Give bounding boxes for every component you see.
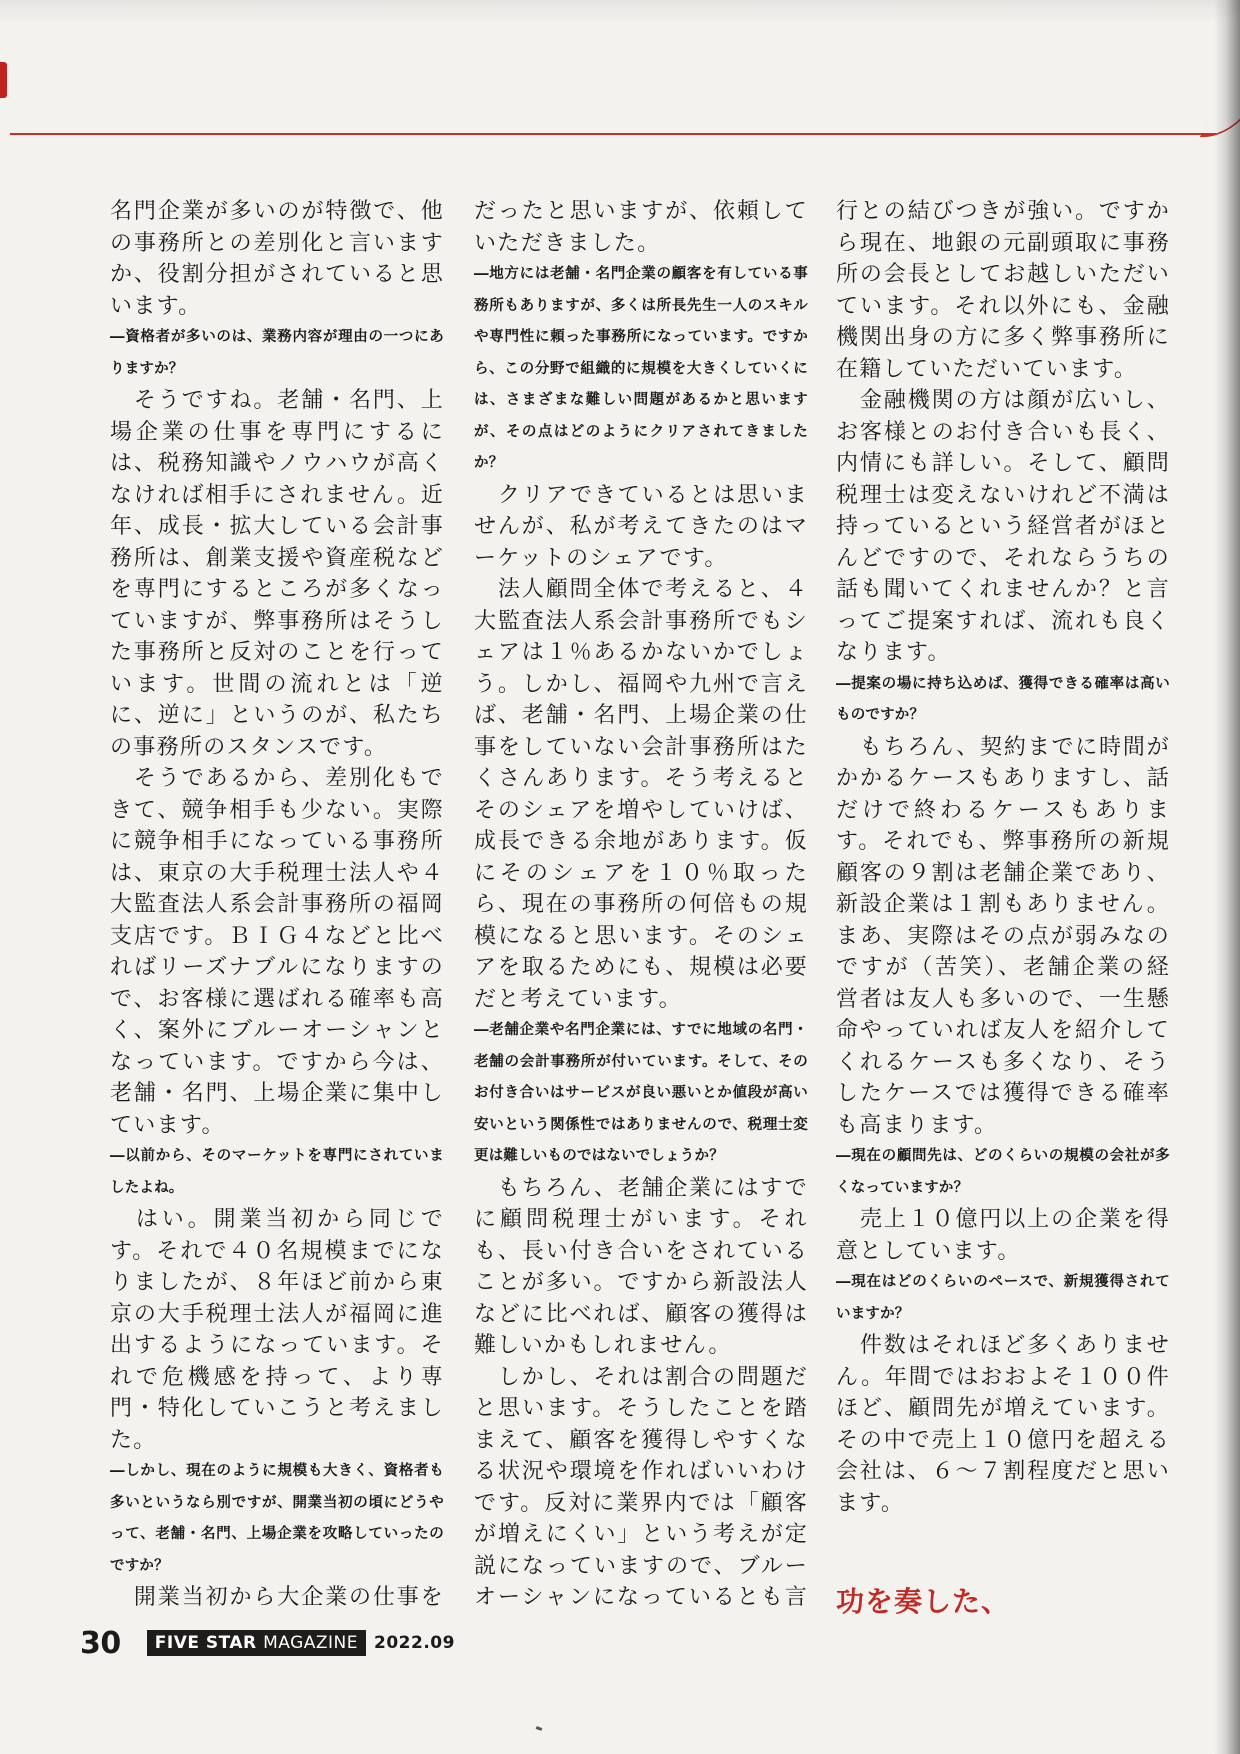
- interview-question: ―現在の顧問先は、どのくらいの規模の会社が多くなっていますか？: [836, 1148, 1170, 1196]
- section-heading: [836, 1583, 1170, 1616]
- interview-question: ―しかし、現在のように規模も大きく、資格者も多いというなら別ですが、開業当初の頃にどうやって、老舗・名門、上場企業を攻略していったのですか？: [110, 1463, 444, 1574]
- interview-question: ―提案の場に持ち込めば、獲得できる確率は高いものですか？: [836, 675, 1170, 723]
- body-paragraph: はい。開業当初から同じです。それで４０名規模までになりましたが、８年ほど前から東京の大手税理士法人が福岡に進出するようになっています。それで危機感を持って、より専門・特化していこうと考えました。: [110, 1207, 444, 1453]
- interview-question: ―資格者が多いのは、業務内容が理由の一つにありますか？: [110, 329, 444, 377]
- page-footer: [80, 1623, 455, 1663]
- body-paragraph: 法人顧問全体で考えると、４大監査法人系会計事務所でもシェアは１％あるかないかでしょう。しかし、福岡や九州で言えば、老舗・名門、上場企業の仕事をしていない会計事務所はたくさんあります。そう考えるとそのシェアを増やしていけば、成長できる余地があります。仮にそのシェアを１０％取ったら、現在の事務所の何倍もの規模になると思います。そのシェアを取るためにも、規模は必要だと考えています。: [474, 577, 808, 1012]
- body-paragraph: もちろん、老舗企業にはすでに顧問税理士がいます。それも、長い付き合いをされていることが多い。ですから新設法人などに比べれば、顧客の獲得は難しいかもしれません。: [474, 1175, 808, 1358]
- red-edge-tab: [0, 62, 7, 98]
- body-paragraph: しかし、それは割合の問題だと思います。そうしたことを踏まえて、顧客を獲得しやすくなる状況や環境を作ればいいわけです。反対に業界内では「顧客が増えにくい」という考えが定説になっていますので、ブルーオーシャンになっているとも言: [474, 1364, 808, 1610]
- interview-question: ―現在はどのくらいのペースで、新規獲得されていますか？: [836, 1274, 1170, 1322]
- text-column-2: [474, 196, 808, 1616]
- body-paragraph: 行との結びつきが強い。ですから現在、地銀の元副頭取に事務所の会長としてお越しいただいています。それ以外にも、金融機関出身の方に多く弊事務所に在籍していただいています。: [836, 199, 1170, 382]
- magazine-name-light: MAGAZINE: [263, 1633, 358, 1653]
- magazine-name-bold: FIVE STAR: [154, 1633, 257, 1653]
- header-rule: [10, 133, 1216, 135]
- interview-question: ―老舗企業や名門企業には、すでに地域の名門・老舗の会計事務所が付いています。そして、そのお付き合いはサービスが良い悪いとか値段が高い安いという関係性ではありませんので、税理士変更は難しいものではないでしょうか？: [474, 1022, 808, 1164]
- scan-speck: [536, 1726, 543, 1731]
- section-heading-line-1: 功を奏した、: [836, 1585, 1011, 1616]
- issue-date: 2022.09: [374, 1633, 455, 1653]
- body-paragraph: 件数はそれほど多くありません。年間ではおおよそ１００件ほど、顧問先が増えています。その中で売上１０億円を超える会社は、６～７割程度だと思います。: [836, 1333, 1170, 1516]
- text-column-1: [110, 196, 444, 1616]
- text-column-3: [836, 196, 1170, 1616]
- interview-question: ―地方には老舗・名門企業の顧客を有している事務所もありますが、多くは所長先生一人のスキルや専門性に頼った事務所になっています。ですから、この分野で組織的に規模を大きくしていくには、さまざまな難しい問題があるかと思いますが、その点はどのようにクリアされてきましたか？: [474, 266, 808, 471]
- body-paragraph: 名門企業が多いのが特徴で、他の事務所との差別化と言いますか、役割分担がされていると思います。: [110, 199, 444, 319]
- body-paragraph: 売上１０億円以上の企業を得意としています。: [836, 1207, 1170, 1264]
- magazine-name: [147, 1630, 366, 1656]
- body-paragraph: もちろん、契約までに時間がかかるケースもありますし、話だけで終わるケースもあります。それでも、弊事務所の新規顧客の９割は老舗企業であり、新設企業は１割もありません。まあ、実際はその点が弱みなのですが（苦笑）、老舗企業の経営者は友人も多いので、一生懸命やっていれば友人を紹介してくれるケースも多くなり、そうしたケースでは獲得できる確率も高まります。: [836, 734, 1170, 1138]
- column-3-main-text: [836, 196, 1170, 1519]
- body-paragraph: クリアできているとは思いませんが、私が考えてきたのはマーケットのシェアです。: [474, 482, 808, 571]
- page-top-shadow: [0, 0, 1240, 24]
- interview-question: ―以前から、そのマーケットを専門にされていましたよね。: [110, 1148, 444, 1196]
- body-paragraph: そうですね。老舗・名門、上場企業の仕事を専門にするには、税務知識やノウハウが高くなければ相手にされません。近年、成長・拡大している会計事務所は、創業支援や資産税などを専門にするところが多くなっていますが、弊事務所はそうした事務所と反対のことを行っています。世間の流れとは「逆に、逆に」というのが、私たちの事務所のスタンスです。: [110, 388, 444, 760]
- body-paragraph: そうであるから、差別化もできて、競争相手も少ない。実際に競争相手になっている事務所は、東京の大手税理士法人や４大監査法人系会計事務所の福岡支店です。ＢＩＧ４などと比べればリーズナブルになりますので、お客様に選ばれる確率も高く、案外にブルーオーシャンとなっています。ですから今は、老舗・名門、上場企業に集中しています。: [110, 766, 444, 1138]
- body-paragraph: だったと思いますが、依頼していただきました。: [474, 199, 808, 256]
- body-paragraph: 金融機関の方は顔が広いし、お客様とのお付き合いも長く、内情にも詳しい。そして、顧問税理士は変えないけれど不満は持っているという経営者がほとんどですので、それならうちの話も聞いてくれませんか？と言ってご提案すれば、流れも良くなります。: [836, 388, 1170, 665]
- page-number: 30: [80, 1625, 121, 1661]
- body-paragraph: 開業当初から大企業の仕事を: [133, 1585, 444, 1610]
- page-binding-shadow: [1214, 0, 1240, 1754]
